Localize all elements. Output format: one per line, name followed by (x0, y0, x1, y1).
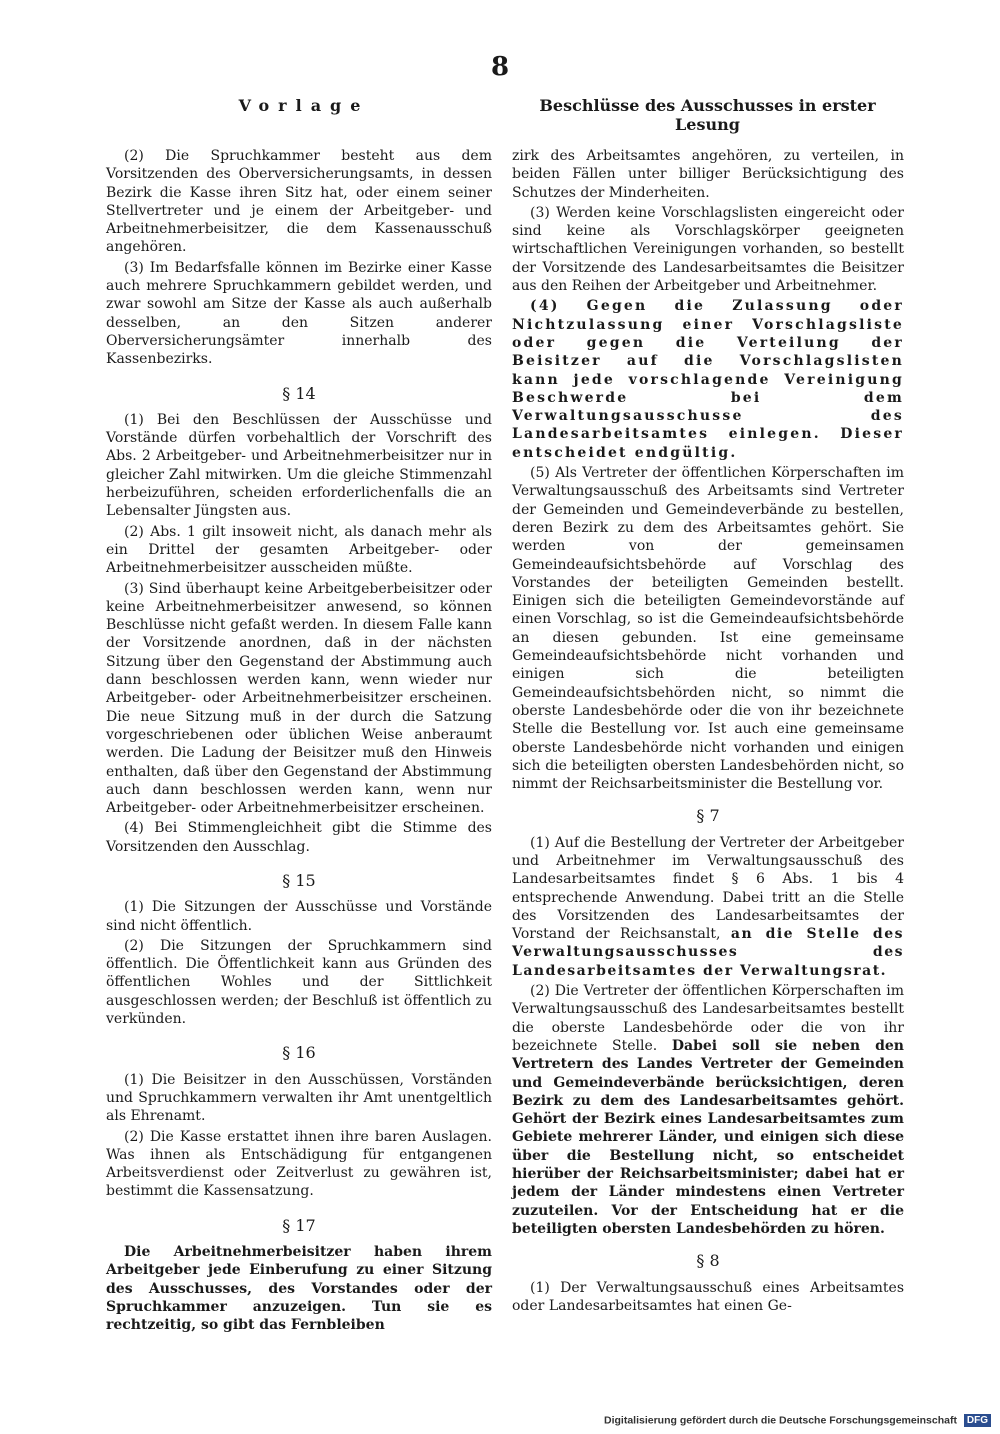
paragraph-text: (2) Die Vertreter der öffentlichen Körperschaften im Verwaltungsausschuß des Landesarbeitsamtes bestellt die oberste Landesbehörde oder die von ihr bezeichnete Stelle. (512, 983, 904, 1054)
paragraph (512, 982, 904, 1238)
digitization-footer (604, 1414, 994, 1427)
section-heading-17: § 17 (282, 1215, 316, 1235)
paragraph-emphasized: (4) Gegen die Zulassung oder Nichtzulassung einer Vorschlagsliste oder gegen die Verteilung der Beisitzer auf die Vorschlagslisten kann jede vorschlagende Vereinigung Beschwerde bei dem Verwaltungsausschusse des Landesarbeitsamtes einlegen. Dieser entscheidet endgültig. (512, 298, 904, 461)
paragraph-emphasized: an die Stelle des Verwaltungsausschusses des Landesarbeitsamtes der Verwaltungsrat. (512, 926, 905, 979)
paragraph: (2) Die Kasse erstattet ihnen ihre baren Auslagen. Was ihnen als Entschädigung für entgangenen Arbeitsverdienst oder Zeitverlust zu gewähren ist, bestimmt die Kassensatzung. (106, 1128, 492, 1200)
paragraph: (1) Der Verwaltungsausschuß eines Arbeitsamtes oder Landesarbeitsamtes hat einen Ge- (512, 1279, 904, 1314)
page-number: 8 (490, 52, 510, 82)
paragraph: (1) Die Beisitzer in den Ausschüssen, Vorständen und Spruchkammern verwalten ihr Amt unentgeltlich als Ehrenamt. (106, 1071, 492, 1125)
paragraph-text: (1) Auf die Bestellung der Vertreter der Arbeitgeber und Arbeitnehmer im Verwaltungsausschuß des Landesarbeitsamtes findet § 6 Abs. 1 bis 4 entsprechende Anwendung. Dabei tritt an die Stelle des Vorsitzenden des Landesarbeitsamtes der Vorstand der Reichsanstalt, (512, 834, 904, 943)
right-column (512, 147, 904, 1317)
paragraph: (5) Als Vertreter der öffentlichen Körperschaften im Verwaltungsausschuß des Arbeitsamts sind Vertreter der Gemeinden und Gemeindeverbände zu bestellen, deren Bezirk zu dem des Arbeitsamtes gehört. Sie werden von der gemeinsamen Gemeindeaufsichtsbehörde auf Vorschlag des Vorstandes der beteiligten Gemeinden bestellt. Einigen sich die beteiligten Gemeindevorstände auf einen Vorschlag, so ist die Gemeindeaufsichtsbehörde an diesen gebunden. Ist eine gemeinsame Gemeindeaufsichtsbehörde nicht vorhanden und einigen sich die beteiligten Gemeindeaufsichtsbehörden nicht, so nimmt die oberste Landesbehörde oder die von ihr bezeichnete Stelle die Bestellung vor. Ist auch eine gemeinsame oberste Landesbehörde nicht vorhanden und einigen sich die beteiligten obersten Landesbehörden nicht, so nimmt der Reichsarbeitsminister die Bestellung vor. (512, 465, 904, 793)
paragraph: Die Arbeitnehmerbeisitzer haben ihrem Arbeitgeber jede Einberufung zu einer Sitzung des Ausschusses, des Vorstandes oder der Spruchkammer anzuzeigen. Tun sie es rechtzeitig, so gibt das Fernbleiben (106, 1244, 492, 1334)
paragraph: (3) Im Bedarfsfalle können im Bezirke einer Kasse auch mehrere Spruchkammern gebildet werden, und zwar sowohl am Sitze der Kasse als auch außerhalb desselben, an den Sitzen anderer Oberversicherungsämter innerhalb des Kassenbezirks. (106, 259, 492, 368)
section-heading-8: § 8 (696, 1251, 720, 1271)
paragraph: (2) Die Sitzungen der Spruchkammern sind öffentlich. Die Öffentlichkeit kann aus Gründen des öffentlichen Wohles und der Sittlichkeit ausgeschlossen werden; der Beschluß ist öffentlich zu verkünden. (106, 937, 492, 1028)
section-heading-15: § 15 (282, 870, 316, 890)
section-heading-14: § 14 (282, 383, 316, 403)
left-column (106, 147, 492, 1337)
paragraph: (3) Werden keine Vorschlagslisten eingereicht oder sind keine als Vorschlagskörper geeigneten wirtschaftlichen Vereinigungen vorhanden, so bestellt der Vorsitzende des Landesarbeitsamtes die Beisitzer aus den Reihen der Arbeitgeber und Arbeitnehmer. (512, 204, 904, 295)
paragraph: (4) Bei Stimmengleichheit gibt die Stimme des Vorsitzenden den Ausschlag. (106, 820, 492, 855)
dfg-logo: DFG (964, 1414, 991, 1427)
paragraph: (3) Sind überhaupt keine Arbeitgeberbeisitzer oder keine Arbeitnehmerbeisitzer anwesend, so können Beschlüsse nicht gefaßt werden. In diesem Falle kann der Vorsitzende anordnen, daß in der nächsten Sitzung über den Gegenstand der Abstimmung auch dann beschlossen werden kann, wenn wieder nur Arbeitgeber- oder Arbeitnehmerbeisitzer erscheinen. Die neue Sitzung muß in der durch die Satzung vorgeschriebenen oder üblichen Weise anberaumt werden. Die Ladung der Beisitzer muß den Hinweis enthalten, daß über den Gegenstand der Abstimmung auch dann beschlossen werden kann, wenn nur Arbeitgeber- oder Arbeitnehmerbeisitzer erscheinen. (106, 580, 492, 817)
paragraph (512, 834, 904, 980)
column-header-vorlage: Vorlage (238, 96, 370, 115)
paragraph: (1) Bei den Beschlüssen der Ausschüsse und Vorstände dürfen vorbehaltlich der Vorschrift des Abs. 2 Arbeitgeber- und Arbeitnehmerbeisitzer nur in gleicher Zahl mitwirken. Um die gleiche Stimmenzahl herbeizuführen, scheiden erforderlichenfalls die an Lebensalter Jüngsten aus. (106, 411, 492, 520)
section-heading-7: § 7 (696, 806, 720, 826)
paragraph: (2) Abs. 1 gilt insoweit nicht, als danach mehr als ein Drittel der gesamten Arbeitgeber- oder Arbeitnehmerbeisitzer ausscheiden müßte. (106, 523, 492, 577)
section-heading-16: § 16 (282, 1043, 316, 1063)
footer-text: Digitalisierung gefördert durch die Deutsche Forschungsgemeinschaft (604, 1414, 957, 1427)
paragraph-emphasized: Dabei soll sie neben den Vertretern des Landes Vertreter der Gemeinden und Gemeindeverbände berücksichtigen, deren Bezirk zu dem des Landesarbeitsamtes gehört. Gehört der Bezirk eines Landesarbeitsamtes zum Gebiete mehrerer Länder, und einigen sich diese über die Bestellung nicht, so entscheidet hierüber der Reichsarbeitsminister; dabei hat er jedem der Länder mindestens einen Vertreter zuzuteilen. Vor der Entscheidung hat er die beteiligten obersten Landesbehörden zu hören. (512, 1037, 904, 1237)
paragraph: (2) Die Spruchkammer besteht aus dem Vorsitzenden des Oberversicherungsamts, in dessen Bezirk die Kasse ihren Sitz hat, oder einem seiner Stellvertreter und je einem der Arbeitgeber- und Arbeitnehmerbeisitzer, die dem Kassenausschuß angehören. (106, 148, 492, 256)
paragraph-continuation: zirk des Arbeitsamtes angehören, zu verteilen, in beiden Fällen unter billiger Berücksichtigung des Schutzes der Minderheiten. (512, 148, 904, 201)
paragraph: (1) Die Sitzungen der Ausschüsse und Vorstände sind nicht öffentlich. (106, 899, 492, 934)
column-header-beschluesse: Beschlüsse des Ausschusses in erster Lesung (539, 96, 876, 134)
